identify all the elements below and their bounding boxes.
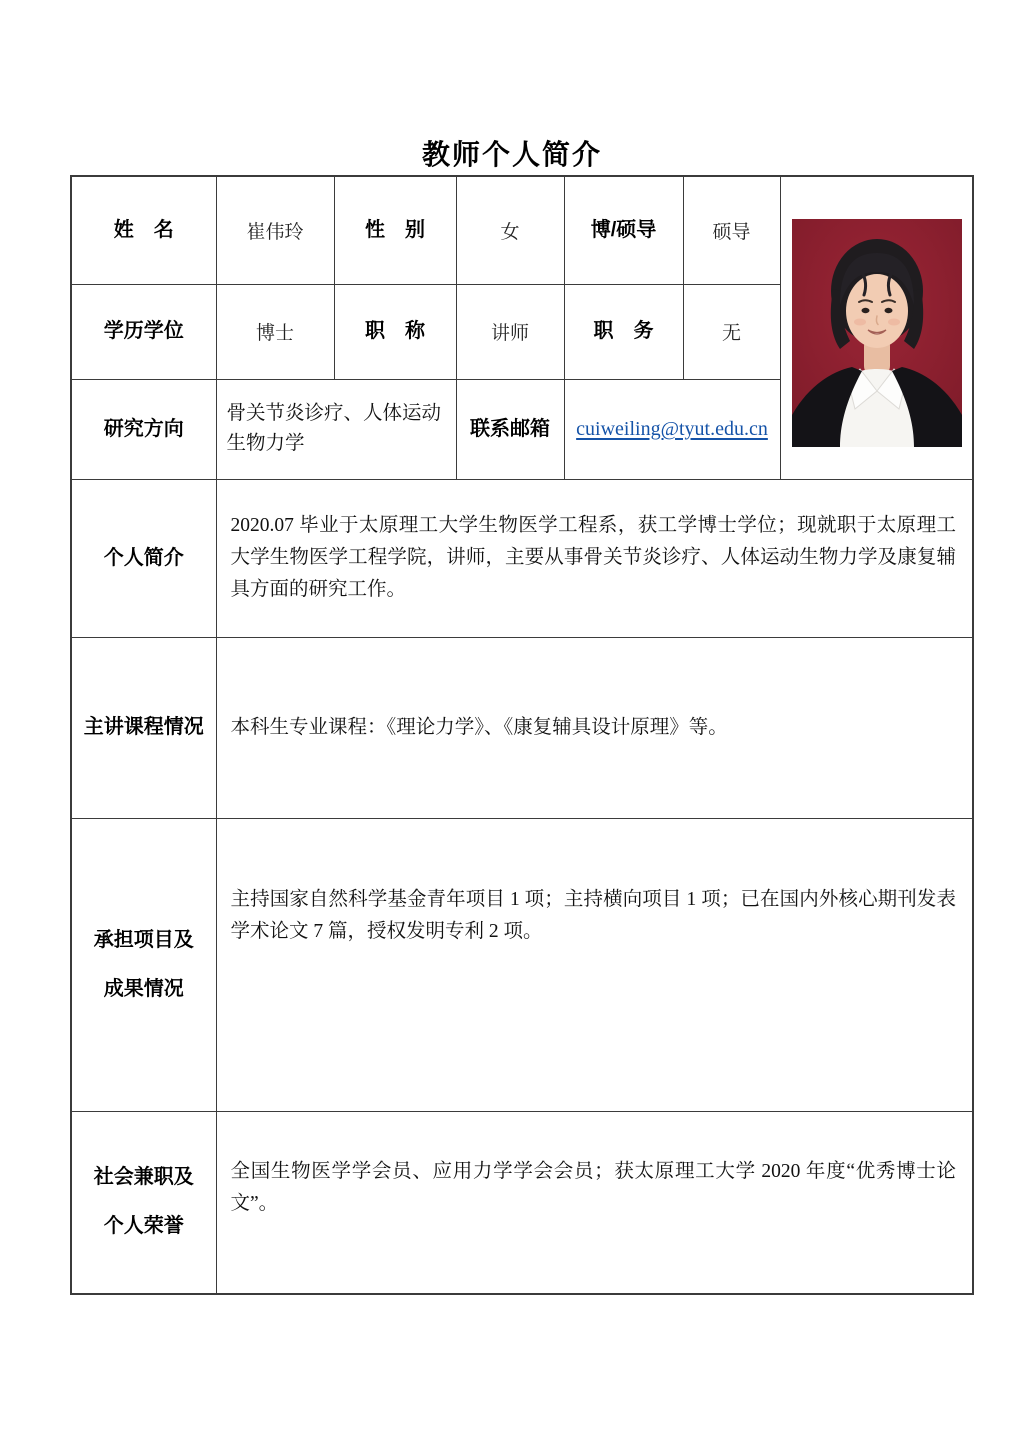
honors-value: 全国生物医学学会员、应用力学学会会员；获太原理工大学 2020 年度“优秀博士论文”。 (216, 1111, 973, 1294)
table-row (71, 1111, 973, 1294)
table-row (71, 479, 973, 637)
honors-label-line1: 社会兼职及 (93, 1166, 194, 1189)
table-row (71, 176, 973, 284)
bio-label: 个人简介 (71, 479, 216, 637)
job-title-label: 职 称 (334, 284, 456, 379)
projects-value: 主持国家自然科学基金青年项目 1 项；主持横向项目 1 项；已在国内外核心期刊发表学术论文 7 篇，授权发明专利 2 项。 (216, 818, 973, 1111)
gender-label: 性 别 (334, 176, 456, 284)
honors-label (71, 1111, 216, 1294)
email-label: 联系邮箱 (456, 379, 564, 479)
projects-label-line1: 承担项目及 (93, 928, 194, 951)
email-link[interactable]: cuiweiling@tyut.edu.cn (576, 417, 768, 440)
projects-label-line2: 成果情况 (103, 977, 184, 1000)
courses-value: 本科生专业课程：《理论力学》、《康复辅具设计原理》等。 (216, 637, 973, 818)
page-title: 教师个人简介 (421, 139, 602, 170)
table-row (71, 637, 973, 818)
supervisor-value: 硕导 (683, 176, 780, 284)
gender-value: 女 (456, 176, 564, 284)
research-label: 研究方向 (71, 379, 216, 479)
honors-label-line2: 个人荣誉 (103, 1215, 184, 1238)
research-value: 骨关节炎诊疗、人体运动生物力学 (216, 379, 456, 479)
photo-cell (780, 176, 973, 479)
degree-value: 博士 (216, 284, 334, 379)
name-label: 姓 名 (71, 176, 216, 284)
duty-label: 职 务 (564, 284, 683, 379)
portrait-illustration (792, 219, 962, 447)
teacher-profile-table (70, 175, 974, 1295)
projects-label (71, 818, 216, 1111)
courses-label: 主讲课程情况 (71, 637, 216, 818)
duty-value: 无 (683, 284, 780, 379)
supervisor-label: 博/硕导 (564, 176, 683, 284)
name-value: 崔伟玲 (216, 176, 334, 284)
bio-value: 2020.07 毕业于太原理工大学生物医学工程系，获工学博士学位；现就职于太原理工大学生物医学工程学院，讲师，主要从事骨关节炎诊疗、人体运动生物力学及康复辅具方面的研究工作。 (216, 479, 973, 637)
table-row (71, 818, 973, 1111)
job-title-value: 讲师 (456, 284, 564, 379)
degree-label: 学历学位 (71, 284, 216, 379)
email-cell (564, 379, 780, 479)
id-portrait-photo (792, 219, 962, 447)
